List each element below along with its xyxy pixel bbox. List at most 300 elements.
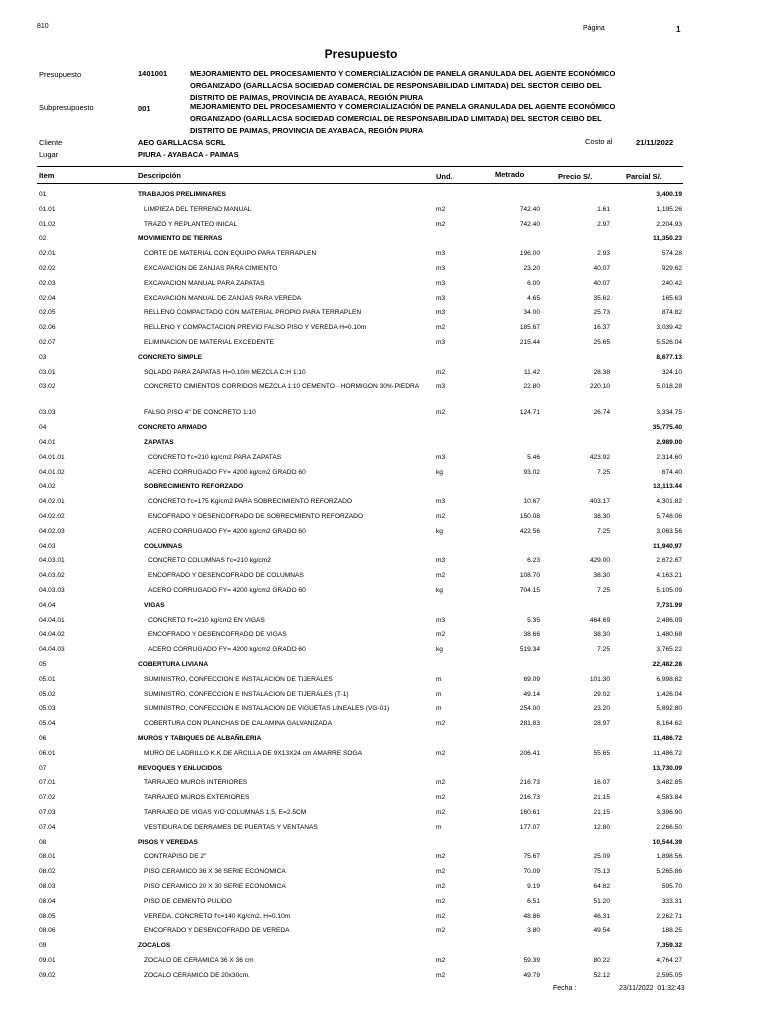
lugar-value: PIURA - AYABACA - PAIMAS [138,150,239,159]
item-parcial: 8,677.13 [656,353,682,361]
item-precio: 7.25 [597,646,610,654]
item-parcial: 674.40 [661,468,682,476]
item-metrado: 6.51 [527,897,540,905]
item-code: 05 [39,661,47,668]
table-row [0,894,768,909]
item-precio: 21.15 [593,794,610,802]
item-description: ENCOFRADO Y DESENCOFRADO DE VEREDA [144,927,290,935]
item-description: CONCRETO f'c=210 kg/cm2 PARA ZAPATAS [148,453,282,461]
item-unit: m3 [436,383,446,391]
item-code: 08.05 [39,912,56,920]
item-precio: 2.93 [597,250,610,258]
item-description: PISOS Y VEREDAS [138,838,198,846]
item-code: 04.03.03 [39,587,65,594]
item-description: CONCRETO ARMADO [138,424,207,432]
table-row [0,923,768,938]
table-row [0,568,768,583]
item-unit: m3 [436,339,446,346]
item-code: 01 [39,191,47,198]
item-code: 02.05 [39,309,56,317]
item-code: 03.03 [39,409,56,417]
report-code: 810 [37,23,49,30]
item-precio: 25.73 [593,309,610,317]
section-row [0,598,768,613]
column-header-und: Und. [436,172,453,181]
presupuesto-description: MEJORAMIENTO DEL PROCESAMIENTO Y COMERCIALIZACIÓN DE PANELA GRANULADA DEL AGENTE ECONÓMICO ORGANIZADO (GARLLACSA SOCIEDAD COMERCIAL DE RESPONSABILIDAD LIMITADA) DEL SECTOR CEIBO DEL DISTRITO DE PAIMAS, PROVINCIA DE AYABACA, REGIÓN PIURA [190,69,616,102]
fecha-value: 23/11/2022 01:32:43 [619,985,685,992]
item-description: ENCOFRADO Y DESENCOFRADO DE COLUMNAS [148,572,304,580]
item-precio: 28.38 [593,368,610,376]
item-unit: m2 [436,883,446,890]
item-code: 02.07 [39,339,56,346]
item-unit: m2 [436,897,446,905]
table-row [0,627,768,642]
item-precio: 12.80 [593,823,610,831]
table-row [0,642,768,657]
item-description: PISO CERAMICO 20 X 30 SERIE ECONOMICA [144,883,286,890]
item-parcial: 874.82 [661,309,682,317]
table-row [0,246,768,261]
fecha-label: Fecha : [553,985,577,992]
item-description: CONCRETO f'c=175 Kg/cm2 PARA SOBRECIMIENTO REFORZADO [148,498,353,506]
item-description: ZOCALOS [138,942,171,950]
item-code: 04.03.01 [39,557,65,565]
item-parcial: 2,595.05 [656,971,682,979]
column-header-descripcion: Descripción [138,171,181,180]
item-description: SOLADO PARA ZAPATAS H=0.10m MEZCLA C:H 1:10 [144,368,306,376]
item-parcial: 1,195.26 [656,205,682,213]
item-metrado: 11.42 [523,368,540,376]
item-parcial: 1,898.56 [656,853,682,861]
table-row [0,716,768,731]
page-number: 1 [676,25,681,34]
item-precio: 23.20 [593,705,610,713]
item-code: 02.06 [39,324,56,332]
item-description: ZOCALO DE CERAMICA 36 X 36 cm [144,957,254,964]
item-metrado: 108.70 [519,572,540,580]
item-parcial: 4,163.21 [656,572,682,580]
table-row [0,405,768,420]
item-code: 02.02 [39,265,56,272]
item-unit: m2 [436,868,446,876]
item-code: 07.03 [39,809,56,816]
item-unit: kg [436,527,443,535]
cliente-value: AEO GARLLACSA SCRL [138,138,226,147]
item-precio: 429.00 [589,557,610,565]
item-parcial: 5,748.06 [656,513,682,520]
item-code: 08.01 [39,853,56,861]
item-code: 04.02.01 [39,498,65,506]
table-row [0,790,768,805]
item-precio: 40.07 [593,265,610,272]
item-parcial: 11,350.23 [653,235,682,243]
section-row [0,231,768,246]
table-row [0,320,768,335]
item-unit: m2 [436,794,446,802]
item-code: 02.04 [39,294,56,302]
table-row [0,365,768,380]
table-row [0,909,768,924]
section-row [0,657,768,672]
item-parcial: 5,018.28 [656,383,682,391]
item-unit: m2 [436,409,446,417]
item-description: PISO DE CEMENTO PULIDO [144,897,232,905]
item-description: EXCAVACION MANUAL DE ZANJAS PARA VEREDA [144,294,302,302]
item-parcial: 8,164.62 [656,720,682,728]
item-precio: 16.37 [593,324,610,332]
item-description: TARRAJEO DE VIGAS Y/O COLUMNAS 1:5, E=2.5CM [144,809,307,816]
item-code: 04.04.02 [39,631,65,639]
item-precio: 423.92 [589,453,610,461]
item-precio: 2.97 [597,220,610,228]
item-precio: 29.02 [593,690,610,698]
item-parcial: 3,765.22 [656,646,682,654]
item-precio: 21.15 [593,809,610,816]
item-parcial: 165.63 [661,294,682,302]
item-unit: m2 [436,513,446,520]
item-precio: 220.10 [589,383,610,391]
table-row [0,379,768,405]
item-code: 04.02.03 [39,527,65,535]
item-precio: 101.30 [589,675,610,683]
item-precio: 40.07 [593,279,610,287]
item-metrado: 93.02 [523,468,540,476]
item-precio: 26.74 [593,409,610,417]
item-parcial: 1,426.04 [656,690,682,698]
item-metrado: 422.56 [519,527,540,535]
item-code: 03.02 [39,383,56,391]
item-metrado: 10.67 [523,498,540,506]
item-unit: m3 [436,265,446,272]
item-precio: 52.12 [593,971,610,979]
subpresupuesto-label: Subpresupuesto [39,103,94,112]
item-code: 04.02.02 [39,513,65,520]
item-metrado: 215.44 [519,339,540,346]
item-description: FALSO PISO 4" DE CONCRETO 1:10 [144,409,256,417]
item-metrado: 281.83 [519,720,540,728]
item-code: 03 [39,353,47,361]
table-row [0,849,768,864]
item-precio: 25.09 [593,853,610,861]
item-parcial: 240.42 [661,279,682,287]
column-header-parcial: Parcial S/. [626,172,662,181]
table-row [0,509,768,524]
item-description: ZAPATAS [144,439,174,446]
item-metrado: 254.00 [519,705,540,713]
item-description: CONCRETO f'c=210 kg/cm2 EN VIGAS [148,616,265,624]
subpresupuesto-description: MEJORAMIENTO DEL PROCESAMIENTO Y COMERCIALIZACIÓN DE PANELA GRANULADA DEL AGENTE ECONÓMICO ORGANIZADO (GARLLACSA SOCIEDAD COMERCIAL DE RESPONSABILIDAD LIMITADA) DEL SECTOR CEIBO DEL DISTRITO DE PAIMAS, PROVINCIA DE AYABACA, REGIÓN PIURA [190,102,616,135]
item-description: EXCAVACION MANUAL PARA ZAPATAS [144,279,265,287]
item-parcial: 3,400.19 [656,191,682,198]
item-unit: m3 [436,309,446,317]
item-parcial: 3,396.90 [656,809,682,816]
header-bottom-rule [37,183,683,184]
item-description: COBERTURA CON PLANCHAS DE CALAMINA GALVANIZADA [144,720,332,728]
item-code: 01.02 [39,220,56,228]
item-unit: m2 [436,368,446,376]
item-metrado: 124.71 [519,409,540,417]
item-description: VIGAS [144,601,165,609]
item-description: ACERO CORRUGADO FY= 4200 kg/cm2 GRADO 60 [148,527,306,535]
item-parcial: 11,940.97 [653,542,682,550]
table-row [0,335,768,350]
item-code: 04.04.03 [39,646,65,654]
item-parcial: 1,480.68 [656,631,682,639]
section-row [0,761,768,776]
item-metrado: 48.86 [523,912,540,920]
table-row [0,583,768,598]
item-metrado: 742.40 [519,220,540,228]
item-code: 04.03 [39,542,56,550]
item-parcial: 3,334.75 [656,409,682,417]
section-row [0,435,768,450]
item-description: ENCOFRADO Y DESENCOFRADO DE SOBRECMIENTO REFORZADO [148,513,364,520]
item-description: EXCAVACION DE ZANJAS PARA CIMIENTO [144,265,278,272]
section-row [0,938,768,953]
table-row [0,494,768,509]
item-code: 08.02 [39,868,56,876]
item-precio: 403.17 [589,498,610,506]
item-unit: m [436,823,442,831]
item-parcial: 188.25 [661,927,682,935]
section-row [0,350,768,365]
item-parcial: 7,731.99 [656,601,682,609]
item-code: 07.01 [39,779,56,787]
item-unit: m2 [436,631,446,639]
item-precio: 55.65 [593,749,610,757]
item-precio: 7.25 [597,468,610,476]
item-parcial: 10,544.39 [652,838,682,846]
column-header-item: Item [39,171,55,180]
table-row [0,553,768,568]
item-description: ELIMINACION DE MATERIAL EXCEDENTE [144,339,275,346]
table-row [0,953,768,968]
item-parcial: 7,359.32 [656,942,682,950]
item-code: 08 [39,838,47,846]
item-code: 04 [39,424,47,432]
item-unit: m3 [436,294,446,302]
item-metrado: 6.23 [527,557,540,565]
item-unit: m2 [436,749,446,757]
item-parcial: 3,482.85 [656,779,682,787]
item-description: TRABAJOS PRELIMINARES [138,191,226,198]
item-parcial: 5,265.86 [656,868,682,876]
item-description: VEREDA, CONCRETO f'c=140 Kg/cm2, H=0.10m [144,912,291,920]
item-description: ACERO CORRUGADO FY= 4200 kg/cm2 GRADO 60 [148,468,306,476]
item-description: ENCOFRADO Y DESENCOFRADO DE VIGAS [148,631,287,639]
item-metrado: 69.09 [523,675,540,683]
item-parcial: 2,989.00 [656,439,682,446]
item-unit: m2 [436,957,446,964]
item-description: CONCRETO CIMIENTOS CORRIDOS MEZCLA 1:10 CEMENTO - HORMIGON 30% PIEDRA [144,383,420,391]
item-unit: m2 [436,324,446,332]
item-description: SUMINISTRO, CONFECCION E INSTALACION DE TIJERALES [144,675,333,683]
item-description: CONCRETO COLUMNAS f'c=210 kg/cm2 [148,557,271,565]
section-row [0,420,768,435]
table-row [0,202,768,217]
table-row [0,820,768,835]
table-row [0,775,768,790]
table-row [0,613,768,628]
item-parcial: 4,583.84 [656,794,682,802]
item-metrado: 206.41 [519,749,540,757]
costo-date: 21/11/2022 [636,138,674,147]
item-description: TRAZO Y REPLANTEO INICAL [144,220,238,228]
item-parcial: 22,482.28 [652,661,682,668]
item-precio: 51.20 [593,897,610,905]
item-precio: 49.54 [593,927,610,935]
table-row [0,291,768,306]
item-metrado: 742.40 [519,205,540,213]
item-description: COBERTURA LIVIANA [138,661,209,668]
item-code: 05.01 [39,675,56,683]
section-row [0,731,768,746]
item-parcial: 595.70 [661,883,682,890]
item-unit: m3 [436,498,446,506]
item-precio: 46.31 [593,912,610,920]
page-title: Presupuesto [324,47,398,61]
item-description: LIMPIEZA DEL TERRENO MANUAL [144,205,252,213]
item-unit: m2 [436,912,446,920]
item-unit: kg [436,646,443,654]
item-code: 02.03 [39,279,56,287]
section-row [0,539,768,554]
item-metrado: 196.00 [519,250,540,258]
item-parcial: 11,486.72 [653,749,682,757]
item-unit: m2 [436,220,446,228]
item-parcial: 2,204.93 [656,220,682,228]
subpresupuesto-code: 001 [138,104,151,113]
item-metrado: 23.20 [523,265,540,272]
item-parcial: 5,526.04 [656,339,682,346]
item-metrado: 75.67 [523,853,540,861]
table-row [0,305,768,320]
item-code: 06.01 [39,749,56,757]
presupuesto-code: 1401001 [138,69,168,78]
item-precio: 38.30 [593,631,610,639]
presupuesto-label: Presupuesto [39,70,82,79]
item-unit: m3 [436,279,446,287]
table-row [0,879,768,894]
item-metrado: 216.73 [519,779,540,787]
cliente-label: Cliente [39,138,63,147]
item-parcial: 35,775.40 [652,424,682,432]
table-row [0,261,768,276]
item-unit: kg [436,468,443,476]
item-code: 04.01 [39,439,56,446]
item-code: 02 [39,235,47,243]
item-parcial: 4,764.27 [656,957,682,964]
costo-label: Costo al [585,137,613,146]
item-parcial: 2,314.60 [656,453,682,461]
table-row [0,701,768,716]
item-description: PISO CERAMICO 36 X 36 SERIE ECONOMICA [144,868,286,876]
item-unit: m [436,705,442,713]
section-row [0,835,768,850]
section-row [0,187,768,202]
table-row [0,450,768,465]
item-code: 07 [39,764,47,772]
item-code: 07.04 [39,823,56,831]
item-precio: 7.25 [597,527,610,535]
column-header-metrado: Metrado [495,170,525,179]
item-code: 04.01.02 [39,468,65,476]
item-description: TARRAJEO MUROS INTERIORES [144,779,248,787]
item-code: 04.01.01 [39,453,65,461]
item-unit: m3 [436,453,446,461]
item-code: 04.04.01 [39,616,65,624]
table-row [0,968,768,983]
item-metrado: 59.39 [523,957,540,964]
item-metrado: 4.65 [527,294,540,302]
item-description: RELLENO COMPACTADO CON MATERIAL PROPIO PARA TERRAPLEN [144,309,362,317]
item-metrado: 177.07 [519,823,540,831]
item-parcial: 5,892.80 [656,705,682,713]
item-description: COLUMNAS [144,542,183,550]
page-label: Página [583,25,605,32]
lugar-label: Lugar [39,150,59,159]
item-code: 08.06 [39,927,56,935]
item-metrado: 6.00 [527,279,540,287]
item-code: 03.01 [39,368,56,376]
table-row [0,672,768,687]
item-code: 05.04 [39,720,56,728]
item-metrado: 49.79 [523,971,540,979]
item-unit: m2 [436,853,446,861]
item-description: REVOQUES Y ENLUCIDOS [138,764,223,772]
table-row [0,864,768,879]
item-metrado: 160.61 [519,809,540,816]
item-precio: 64.82 [593,883,610,890]
item-description: CORTE DE MATERIAL CON EQUIPO PARA TERRAPLEN [144,250,317,258]
item-description: CONTRAPISO DE 2" [144,853,207,861]
item-precio: 38.30 [593,513,610,520]
item-metrado: 519.34 [519,646,540,654]
table-row [0,687,768,702]
item-metrado: 34.00 [523,309,540,317]
item-code: 01.01 [39,205,56,213]
item-metrado: 9.19 [527,883,540,890]
item-unit: m2 [436,205,446,213]
item-unit: m2 [436,720,446,728]
item-code: 02.01 [39,250,56,258]
section-row [0,479,768,494]
item-metrado: 5.46 [527,453,540,461]
item-parcial: 5,105.09 [656,587,682,594]
item-precio: 7.25 [597,587,610,594]
item-description: SUMINISTRO, CONFECCION E INSTALACION DE VIGUETAS LINEALES (VG-01) [144,705,390,713]
table-row [0,805,768,820]
item-precio: 464.69 [589,616,610,624]
item-parcial: 2,672.67 [656,557,682,565]
table-row [0,465,768,480]
item-metrado: 704.15 [519,587,540,594]
item-code: 09 [39,942,47,950]
item-metrado: 185.67 [519,324,540,332]
item-parcial: 13,113.44 [653,483,682,491]
table-row [0,524,768,539]
item-parcial: 324.10 [661,368,682,376]
item-precio: 35.62 [593,294,610,302]
item-unit: m2 [436,779,446,787]
item-precio: 16.07 [593,779,610,787]
item-code: 05.02 [39,690,56,698]
item-parcial: 2,266.50 [656,823,682,831]
item-code: 04.04 [39,601,56,609]
item-unit: m3 [436,616,446,624]
item-description: ZOCALO CERAMICO DE 20x30cm. [144,971,250,979]
item-precio: 25.65 [593,339,610,346]
